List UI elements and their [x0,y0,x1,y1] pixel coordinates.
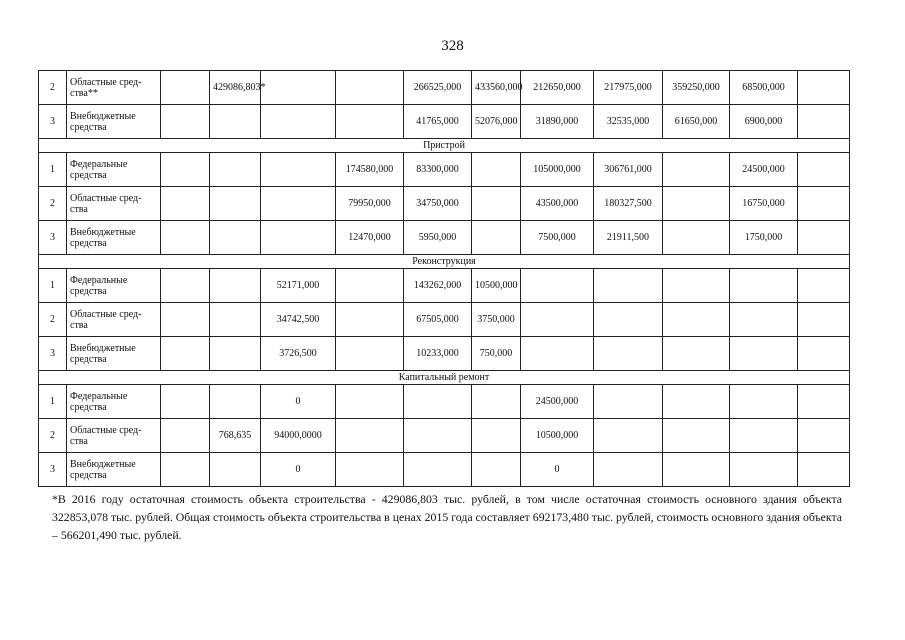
table-cell: 52076,000 [472,105,521,139]
table-cell: 0 [261,453,336,487]
table-row [39,269,850,303]
table-cell: 3726,500 [261,337,336,371]
table-cell: 31890,000 [521,105,594,139]
table-cell [798,153,850,187]
table-cell: 7500,000 [521,221,594,255]
table-cell: 10500,000 [521,419,594,453]
table-cell [210,187,261,221]
table-cell [594,453,663,487]
table-cell: 41765,000 [404,105,472,139]
table-cell [404,385,472,419]
table-cell [663,221,730,255]
table-cell: 266525,000 [404,71,472,105]
table-cell [663,337,730,371]
table-cell [663,269,730,303]
table-cell [404,453,472,487]
table-cell: 0 [521,453,594,487]
table-cell [210,153,261,187]
table-cell: 433560,000 [472,71,521,105]
table-cell [472,187,521,221]
table-cell [261,71,336,105]
table-cell [730,303,798,337]
row-number: 2 [39,419,67,453]
funding-source-label: Областные сред-ства [67,303,161,337]
table-cell [161,385,210,419]
table-cell [161,187,210,221]
funding-source-label: Областные сред-ства [67,187,161,221]
table-cell: 52171,000 [261,269,336,303]
section-header-row [39,371,850,385]
table-cell: 359250,000 [663,71,730,105]
table-row [39,153,850,187]
table-cell [798,71,850,105]
table-cell [663,187,730,221]
table-cell [261,187,336,221]
table-cell [798,187,850,221]
table-cell [336,385,404,419]
table-cell: 750,000 [472,337,521,371]
table-cell: 34750,000 [404,187,472,221]
funding-source-label: Внебюджетные средства [67,221,161,255]
table-cell [261,221,336,255]
table-cell: 3750,000 [472,303,521,337]
table-cell [161,337,210,371]
table-cell [161,105,210,139]
funding-source-label: Федеральные средства [67,269,161,303]
table-cell: 6900,000 [730,105,798,139]
table-cell [210,269,261,303]
section-header-row [39,139,850,153]
funding-source-label: Федеральные средства [67,153,161,187]
table-cell [663,385,730,419]
table-cell [798,221,850,255]
table-cell [594,337,663,371]
table-row [39,337,850,371]
table-cell [594,303,663,337]
table-cell [663,303,730,337]
table-row [39,71,850,105]
table-cell: 79950,000 [336,187,404,221]
table-cell [472,385,521,419]
table-cell: 174580,000 [336,153,404,187]
table-cell: 83300,000 [404,153,472,187]
table-cell [730,269,798,303]
row-number: 1 [39,269,67,303]
table-row [39,419,850,453]
table-cell [594,269,663,303]
table-cell: 10500,000 [472,269,521,303]
table-row [39,385,850,419]
table-cell [472,419,521,453]
funding-source-label: Внебюджетные средства [67,453,161,487]
table-cell [336,105,404,139]
section-title: Реконструкция [39,255,850,269]
table-cell: 217975,000 [594,71,663,105]
table-cell [161,153,210,187]
table-cell: 768,635 [210,419,261,453]
funding-source-label: Областные сред-ства** [67,71,161,105]
funding-source-label: Областные сред-ства [67,419,161,453]
table-cell: 143262,000 [404,269,472,303]
table-row [39,303,850,337]
table-cell: 94000,0000 [261,419,336,453]
table-row [39,105,850,139]
table-cell [730,419,798,453]
table-cell [663,153,730,187]
table-cell: 5950,000 [404,221,472,255]
table-cell [663,453,730,487]
table-cell: 12470,000 [336,221,404,255]
table-cell [798,453,850,487]
table-cell: 61650,000 [663,105,730,139]
table-cell [521,269,594,303]
table-cell [161,221,210,255]
row-number: 3 [39,221,67,255]
row-number: 1 [39,385,67,419]
table-row [39,453,850,487]
table-row [39,187,850,221]
table-cell: 10233,000 [404,337,472,371]
table-cell [161,419,210,453]
table-cell: 1750,000 [730,221,798,255]
table-cell [161,71,210,105]
table-cell: 0 [261,385,336,419]
table-cell: 68500,000 [730,71,798,105]
table-cell: 34742,500 [261,303,336,337]
table-cell [210,337,261,371]
table-cell: 16750,000 [730,187,798,221]
table-cell [261,153,336,187]
row-number: 2 [39,71,67,105]
table-cell [210,105,261,139]
table-cell [472,221,521,255]
table-cell: 429086,803* [210,71,261,105]
table-cell [730,453,798,487]
section-title: Пристрой [39,139,850,153]
funding-source-label: Внебюджетные средства [67,337,161,371]
funding-source-label: Федеральные средства [67,385,161,419]
table-cell [798,269,850,303]
table-cell: 105000,000 [521,153,594,187]
section-header-row [39,255,850,269]
table-cell: 43500,000 [521,187,594,221]
table-cell [594,385,663,419]
row-number: 2 [39,303,67,337]
funding-source-label: Внебюджетные средства [67,105,161,139]
table-cell [798,337,850,371]
table-cell: 180327,500 [594,187,663,221]
table-cell: 24500,000 [730,153,798,187]
table-cell [336,71,404,105]
table-cell [161,303,210,337]
table-row [39,221,850,255]
table-cell [404,419,472,453]
row-number: 2 [39,187,67,221]
table-cell [798,385,850,419]
page-number: 328 [441,38,464,54]
table-cell [210,385,261,419]
table-cell [161,269,210,303]
footnote: *В 2016 году остаточная стоимость объекта строительства - 429086,803 тыс. рублей, в том числе остаточная стоимость основного здания объекта 322853,078 тыс. рублей. Общая стоимость объекта строительства в ценах 2015 года составляет 692173,480 тыс. рублей, стоимость основного здания объекта – 566201,490 тыс. рублей. [52,492,842,542]
table-cell [594,419,663,453]
table-cell [730,337,798,371]
table-cell [336,269,404,303]
table-cell: 212650,000 [521,71,594,105]
table-cell [161,453,210,487]
table-cell [210,303,261,337]
table-cell: 306761,000 [594,153,663,187]
table-cell [336,419,404,453]
table-cell: 67505,000 [404,303,472,337]
row-number: 3 [39,337,67,371]
table-cell [472,453,521,487]
table-cell: 24500,000 [521,385,594,419]
table-cell [798,105,850,139]
table-cell [336,303,404,337]
section-title: Капитальный ремонт [39,371,850,385]
table-cell [472,153,521,187]
table-cell [210,221,261,255]
row-number: 1 [39,153,67,187]
table-cell [663,419,730,453]
table-cell [730,385,798,419]
row-number: 3 [39,105,67,139]
table-cell [798,303,850,337]
table-cell [210,453,261,487]
table-cell: 21911,500 [594,221,663,255]
table-cell [798,419,850,453]
table-cell [521,303,594,337]
table-cell [521,337,594,371]
table-cell [336,337,404,371]
row-number: 3 [39,453,67,487]
table-cell: 32535,000 [594,105,663,139]
funding-table [38,70,850,487]
table-cell [336,453,404,487]
table-cell [261,105,336,139]
